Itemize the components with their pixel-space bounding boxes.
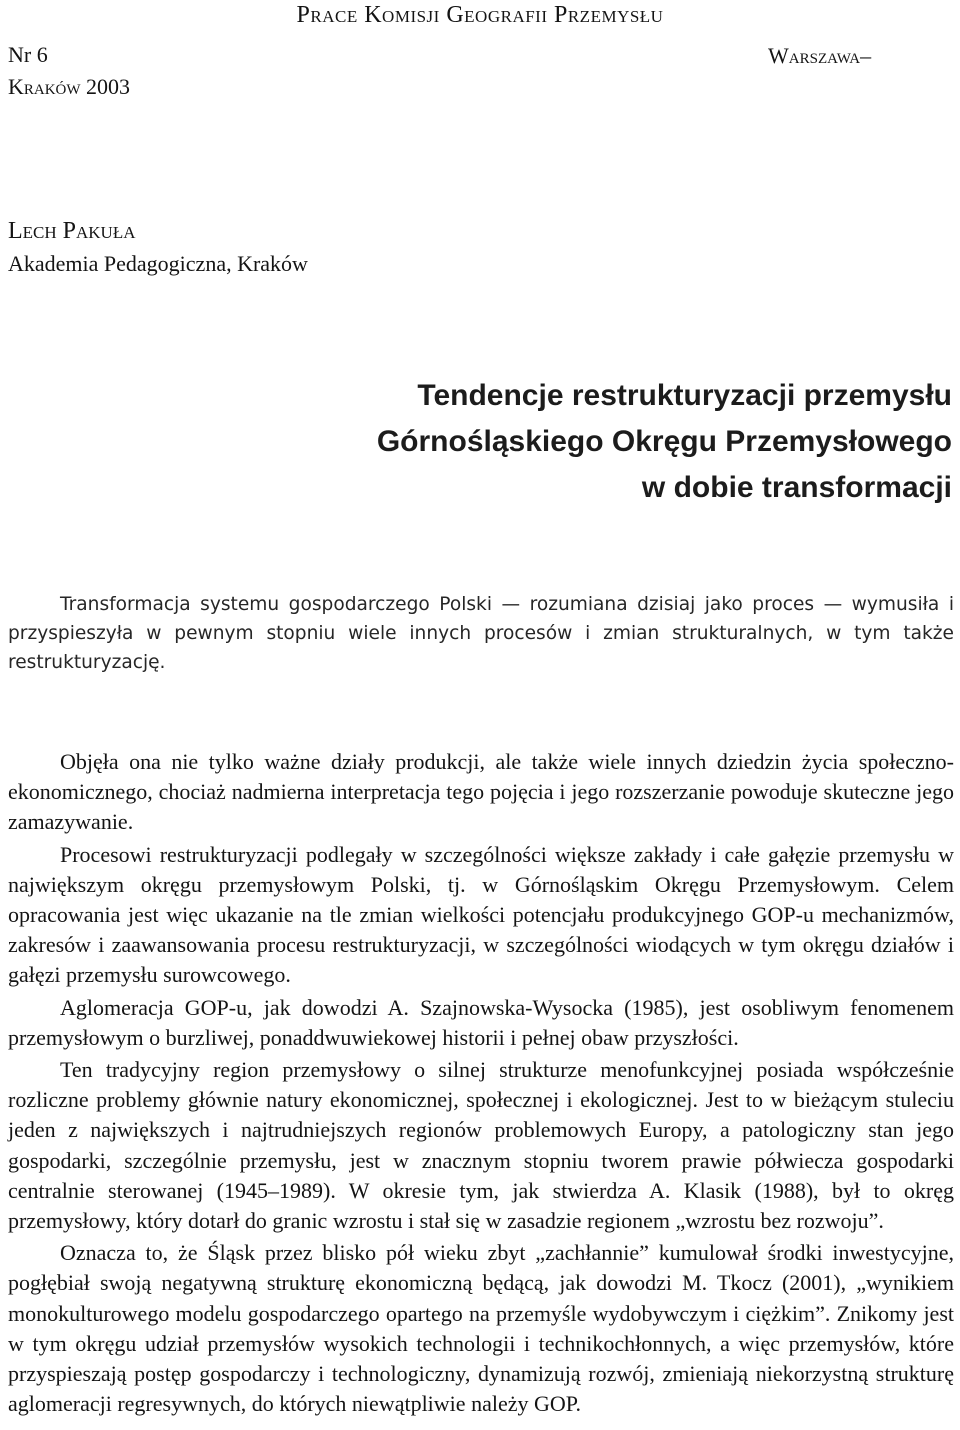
body-text xyxy=(8,747,954,1421)
body-paragraph-4: Ten tradycyjny region przemysłowy o silnej strukturze menofunkcyjnej posiada współcześnie rozliczne problemy głównie natury ekonomicznej, społecznej i ekologicznej. Jest to w bieżącym stuleciu jeden z największych i najtrudniejszych regionów problemowych Europy, a patologiczny stan jego gospodarki, szczególnie przemysłu, jest w znacznym stopniu tworem prawie półwiecza gospodarki centralnie sterowanej (1945–1989). W okresie tym, jak stwierdza A. Klasik (1988), był to okręg przemysłowy, który dotarł do granic wzrostu i stał się w zasadzie regionem „wzrostu bez rozwoju”. xyxy=(8,1057,954,1234)
body-paragraph-2: Procesowi restrukturyzacji podlegały w szczególności większe zakłady i całe gałęzie przemysłu w największym okręgu przemysłowym Polski, tj. w Górnośląskim Okręgu Przemysłowym. Celem opracowania jest więc ukazanie na tle zmian wielkości potencjału produkcyjnego GOP-u mechanizmów, zakresów i zaawansowania procesu restrukturyzacji, w szczególności wiodących w tym okręgu działów i gałęzi przemysłu surowcowego. xyxy=(8,841,954,988)
article-title xyxy=(192,373,952,511)
abstract xyxy=(8,590,954,677)
issue-number: Nr 6 xyxy=(8,42,48,67)
city-right: Warszawa– xyxy=(768,43,872,68)
body-paragraph-5: Oznacza to, że Śląsk przez blisko pół wieku zbyt „zachłannie” kumulował środki inwestycyjne, pogłębiał swoją negatywną strukturę ekonomiczną będącą, jak dowodzi M. Tkocz (2001), „wynikiem monokulturowego modelu gospodarczego opartego na przemyśle wydobywczym i ciężkim”. Znikomy jest w tym okręgu udział przemysłów wysokich technologii i technikochłonnych, a więc przemysłów, które przyspieszają postęp gospodarczy i technologiczny, dynamizują rozwój, zmieniają niekorzystną strukturę aglomeracji regresywnych, do których niewątpliwie należy GOP. xyxy=(8,1240,954,1417)
article-title-line-1: Tendencje restrukturyzacji przemysłu xyxy=(417,379,952,412)
city-year: Kraków 2003 xyxy=(8,74,131,99)
article-title-line-2: Górnośląskiego Okręgu Przemysłowego xyxy=(376,425,952,458)
author-name: Lech Pakuła xyxy=(8,218,136,244)
author-affiliation: Akademia Pedagogiczna, Kraków xyxy=(8,251,308,276)
journal-title: Prace Komisji Geografii Przemysłu xyxy=(296,2,664,28)
article-title-line-3: w dobie transformacji xyxy=(641,471,952,504)
abstract-paragraph: Transformacja systemu gospodarczego Polski — rozumiana dzisiaj jako proces — wymusiła i przyspieszyła w pewnym stopniu wiele innych procesów i zmian strukturalnych, w tym także restrukturyzację. xyxy=(8,594,954,673)
body-paragraph-1: Objęła ona nie tylko ważne działy produkcji, ale także wiele innych dziedzin życia społeczno-ekonomicznego, chociaż nadmierna interpretacja tego pojęcia i jego rozszerzanie powoduje skuteczne jego zamazywanie. xyxy=(8,749,954,835)
body-paragraph-3: Aglomeracja GOP-u, jak dowodzi A. Szajnowska-Wysocka (1985), jest osobliwym fenomenem przemysłowym o burzliwej, ponaddwuwiekowej historii i pełnej obaw przyszłości. xyxy=(8,994,954,1050)
